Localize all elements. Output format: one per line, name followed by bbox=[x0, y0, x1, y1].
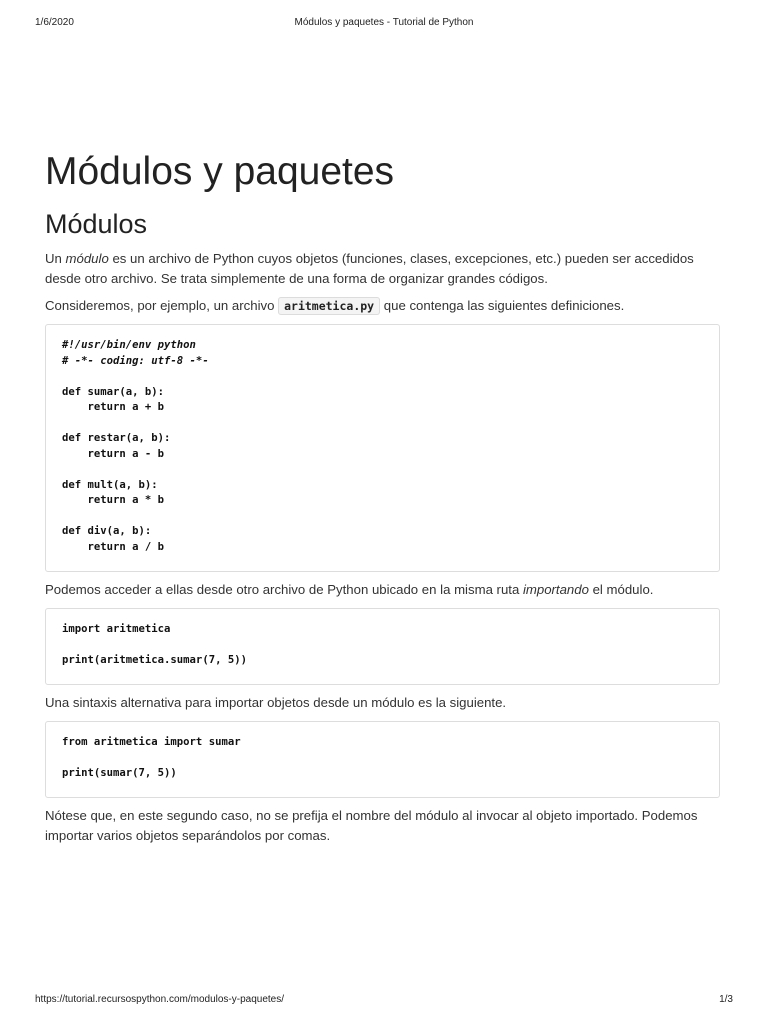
paragraph-modulo-definition bbox=[45, 249, 722, 289]
code-line: # -*- coding: utf-8 -*- bbox=[62, 354, 209, 367]
code-line: print(aritmetica.sumar(7, 5)) bbox=[62, 654, 247, 666]
code-listing bbox=[62, 622, 247, 669]
code-listing bbox=[62, 338, 209, 555]
code-line: from aritmetica import sumar bbox=[62, 736, 241, 748]
code-block-import[interactable] bbox=[45, 608, 720, 685]
paragraph-sintaxis-alternativa: Una sintaxis alternativa para importar objetos desde un módulo es la siguiente. bbox=[45, 695, 507, 710]
page-title: Módulos y paquetes bbox=[45, 150, 395, 193]
emphasis-text: módulo bbox=[65, 251, 109, 266]
print-page-title: Módulos y paquetes - Tutorial de Python bbox=[294, 17, 474, 28]
code-line: #!/usr/bin/env python bbox=[62, 339, 196, 351]
print-footer bbox=[35, 994, 733, 1008]
code-line bbox=[62, 369, 209, 385]
code-line: def div(a, b): bbox=[62, 525, 152, 537]
code-line bbox=[62, 416, 209, 432]
print-date: 1/6/2020 bbox=[35, 17, 74, 28]
print-header bbox=[35, 17, 733, 31]
code-line: import aritmetica bbox=[62, 623, 171, 635]
paragraph-text: Consideremos, por ejemplo, un archivo bbox=[45, 298, 279, 313]
paragraph-consideremos bbox=[45, 296, 722, 316]
code-line: print(sumar(7, 5)) bbox=[62, 767, 177, 779]
paragraph-text: que contenga las siguientes definiciones. bbox=[380, 298, 625, 313]
paragraph-text: Podemos acceder a ellas desde otro archivo de Python ubicado en la misma ruta bbox=[45, 582, 523, 597]
page-url[interactable]: https://tutorial.recursospython.com/modulos-y-paquetes/ bbox=[35, 994, 285, 1005]
code-line bbox=[62, 751, 241, 767]
code-line: return a * b bbox=[62, 494, 165, 506]
paragraph-importando bbox=[45, 580, 722, 600]
code-line: return a / b bbox=[62, 540, 165, 553]
page-number: 1/3 bbox=[719, 994, 733, 1005]
paragraph-text: es un archivo de Python cuyos objetos (funciones, clases, excepciones, etc.) pueden ser accedidos desde otro archivo. Se trata simplemente de una forma de organizar grandes códigos. bbox=[45, 251, 694, 286]
paragraph-text: el módulo. bbox=[588, 582, 654, 597]
code-line: return a + b bbox=[62, 401, 165, 413]
code-line: def restar(a, b): bbox=[62, 432, 171, 444]
code-line bbox=[62, 509, 209, 525]
code-line: def sumar(a, b): bbox=[62, 385, 165, 398]
code-line: return a - b bbox=[62, 447, 165, 460]
code-line bbox=[62, 462, 209, 478]
code-block-from-import[interactable] bbox=[45, 721, 720, 798]
paragraph-notese: Nótese que, en este segundo caso, no se prefija el nombre del módulo al invocar al objeto importado. Podemos importar varios objetos separándolos por comas. bbox=[45, 808, 698, 843]
code-line bbox=[62, 638, 247, 654]
inline-code-filename: aritmetica.py bbox=[278, 297, 380, 315]
paragraph-text: Un bbox=[45, 251, 66, 266]
emphasis-text: importando bbox=[522, 582, 589, 597]
code-listing bbox=[62, 735, 241, 782]
code-line: def mult(a, b): bbox=[62, 478, 158, 491]
code-block-aritmetica[interactable] bbox=[45, 324, 720, 572]
section-title-modulos: Módulos bbox=[45, 209, 148, 239]
